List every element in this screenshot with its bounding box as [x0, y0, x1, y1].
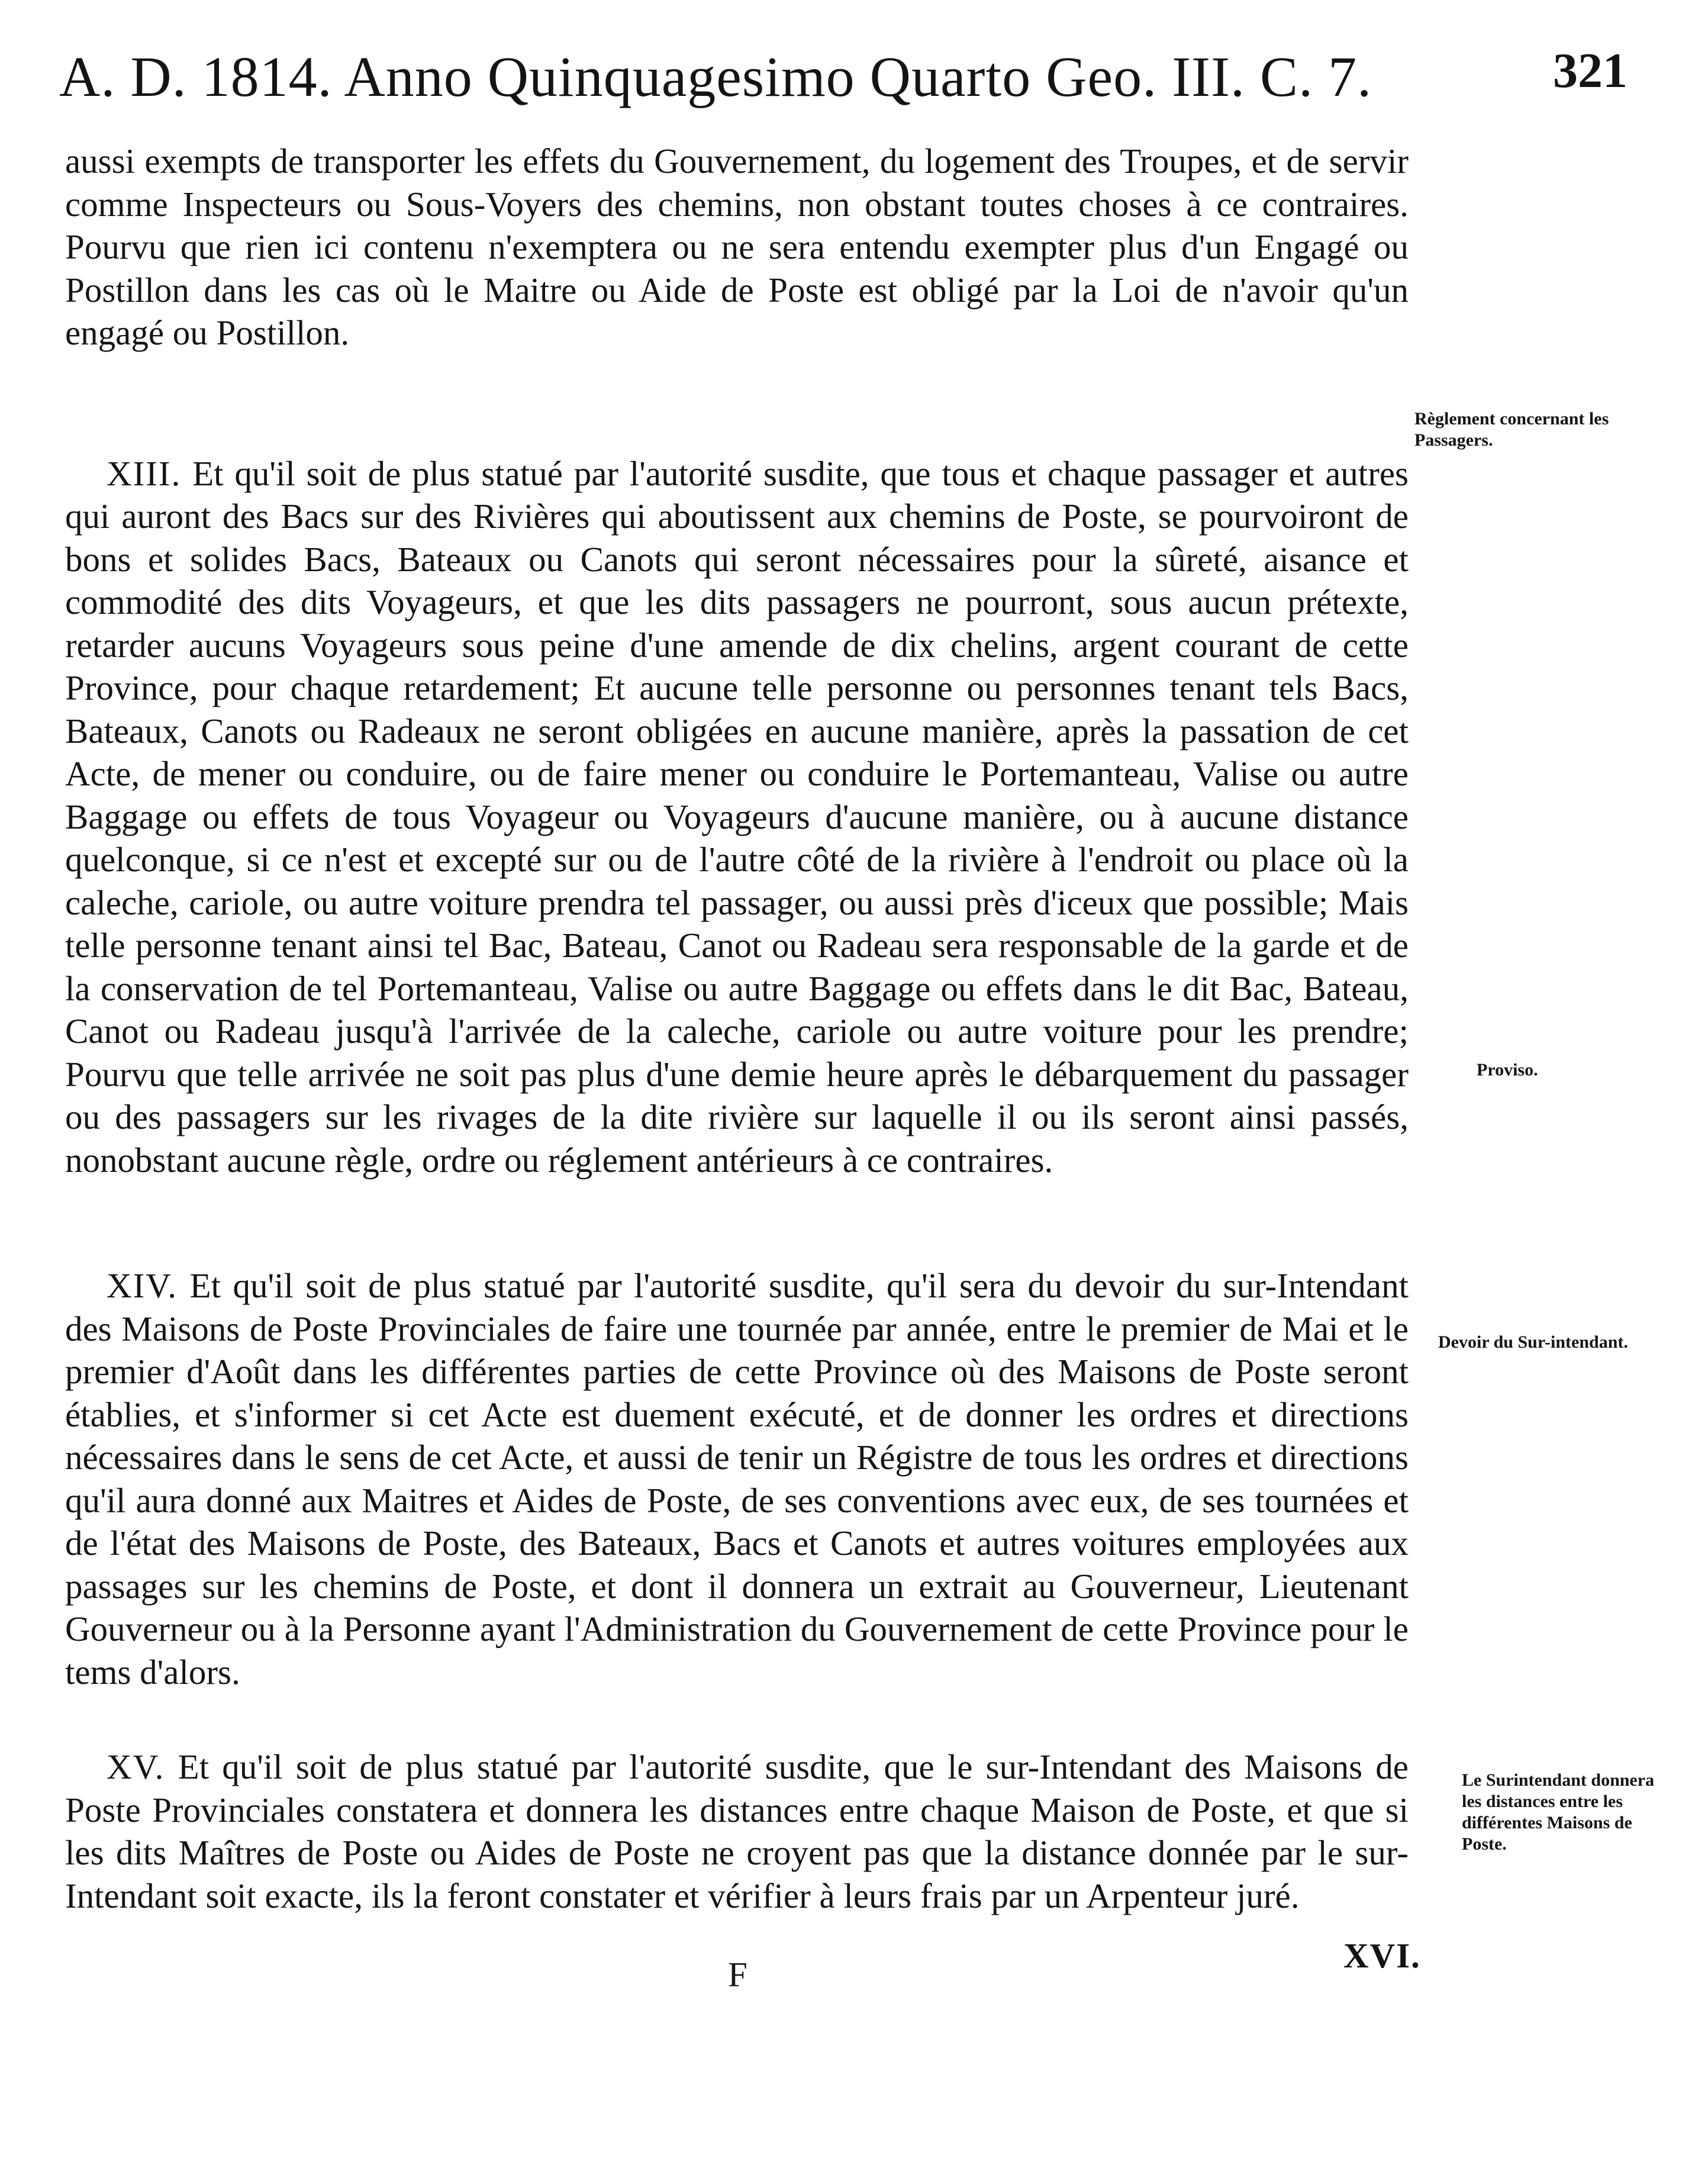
margin-note-distances: Le Surintendant donnera les distances entre les différentes Maisons de Poste.: [1462, 1770, 1655, 1854]
statute-text: [65, 140, 1409, 1917]
section-xiii: [65, 452, 1409, 1182]
margin-note-proviso: Proviso.: [1477, 1060, 1538, 1080]
section-xv: [65, 1745, 1409, 1917]
section-text: Et qu'il soit de plus statué par l'autorité susdite, que le sur-Intendant des Maisons de Poste Provinciales constatera et donnera les distances entre chaque Maison de Poste, et que si les dits Maîtres de Poste ou Aides de Poste ne croyent pas que la distance donnée par le sur-Intendant soit exacte, ils la feront constater et vérifier à leurs frais par un Arpenteur juré.: [65, 1747, 1409, 1915]
section-text: Et qu'il soit de plus statué par l'autorité susdite, qu'il sera du devoir du sur-Intendant des Maisons de Poste Provinciales de faire une tournée par année, entre le premier de Mai et le premier d'Août dans les différentes parties de cette Province où des Maisons de Poste seront établies, et s'informer si cet Acte est duement exécuté, et de donner les ordres et directions nécessaires dans le sens de cet Acte, et aussi de tenir un Régistre de tous les ordres et directions qu'il aura donné aux Maitres et Aides de Poste, de ses conventions avec eux, de ses tournées et de l'état des Maisons de Poste, des Bateaux, Bacs et Canots et autres voitures employées aux passages sur les chemins de Poste, et dont il donnera un extrait au Gouverneur, Lieutenant Gouverneur ou à la Personne ayant l'Administration du Gouvernement de cette Province pour le tems d'alors.: [65, 1266, 1409, 1692]
section-text: Et qu'il soit de plus statué par l'autorité susdite, que tous et chaque passager et autres qui auront des Bacs sur des Rivières qui aboutissent aux chemins de Poste, se pourvoiront de bons et solides Bacs, Bateaux ou Canots qui seront nécessaires pour la sûreté, aisance et commodité des dits Voyageurs, et que les dits passagers ne pourront, sous aucun prétexte, retarder aucuns Voyageurs sous peine d'une amende de dix chelins, argent courant de cette Province, pour chaque retardement; Et aucune telle personne ou personnes tenant tels Bacs, Bateaux, Canots ou Radeaux ne seront obligées en aucune manière, après la passation de cet Acte, de mener ou conduire, ou de faire mener ou conduire le Portemanteau, Valise ou autre Baggage ou effets de tous Voyageur ou Voyageurs d'aucune manière, ou à aucune distance quelconque, si ce n'est et excepté sur ou de l'autre côté de la rivière à l'endroit ou place où la caleche, cariole, ou autre voiture prendra tel passager, ou aussi près d'iceux que possible; Mais telle personne tenant ainsi tel Bac, Bateau, Canot ou Radeau sera responsable de la garde et de la conservation de tel Portemanteau, Valise ou autre Baggage ou effets dans le dit Bac, Bateau, Canot ou Radeau jusqu'à l'arrivée de la caleche, cariole ou autre voiture pour les prendre; Pourvu que telle arrivée ne soit pas plus d'une demie heure après le débarquement du passager ou des passagers sur les rivages de la dite rivière sur laquelle il ou ils seront ainsi passés, nonobstant aucune règle, ordre ou réglement antérieurs à ce contraires.: [65, 453, 1409, 1180]
page-header: [59, 36, 1628, 118]
continued-paragraph: aussi exempts de transporter les effets du Gouvernement, du logement des Troupes, et de servir comme Inspecteurs ou Sous-Voyers des chemins, non obstant toutes choses à ce contraires. Pourvu que rien ici contenu n'exemptera ou ne sera entendu exempter plus d'un Engagé ou Postillon dans les cas où le Maitre ou Aide de Poste est obligé par la Loi de n'avoir qu'un engagé ou Postillon.: [65, 141, 1409, 352]
margin-note-reglement: Règlement concernant les Passagers.: [1414, 409, 1609, 450]
section-number: XIII.: [107, 453, 182, 493]
running-head: A. D. 1814. Anno Quinquagesimo Quarto Geo. III. C. 7.: [59, 45, 1372, 108]
catchword: XVI.: [1343, 1936, 1421, 1975]
section-xiv: [65, 1264, 1409, 1693]
margin-note-devoir: Devoir du Sur-intendant.: [1438, 1332, 1628, 1352]
section-number: XIV.: [107, 1266, 178, 1305]
section-number: XV.: [107, 1747, 165, 1786]
page-number: 321: [1553, 43, 1628, 98]
signature-mark: F: [728, 1955, 747, 1994]
